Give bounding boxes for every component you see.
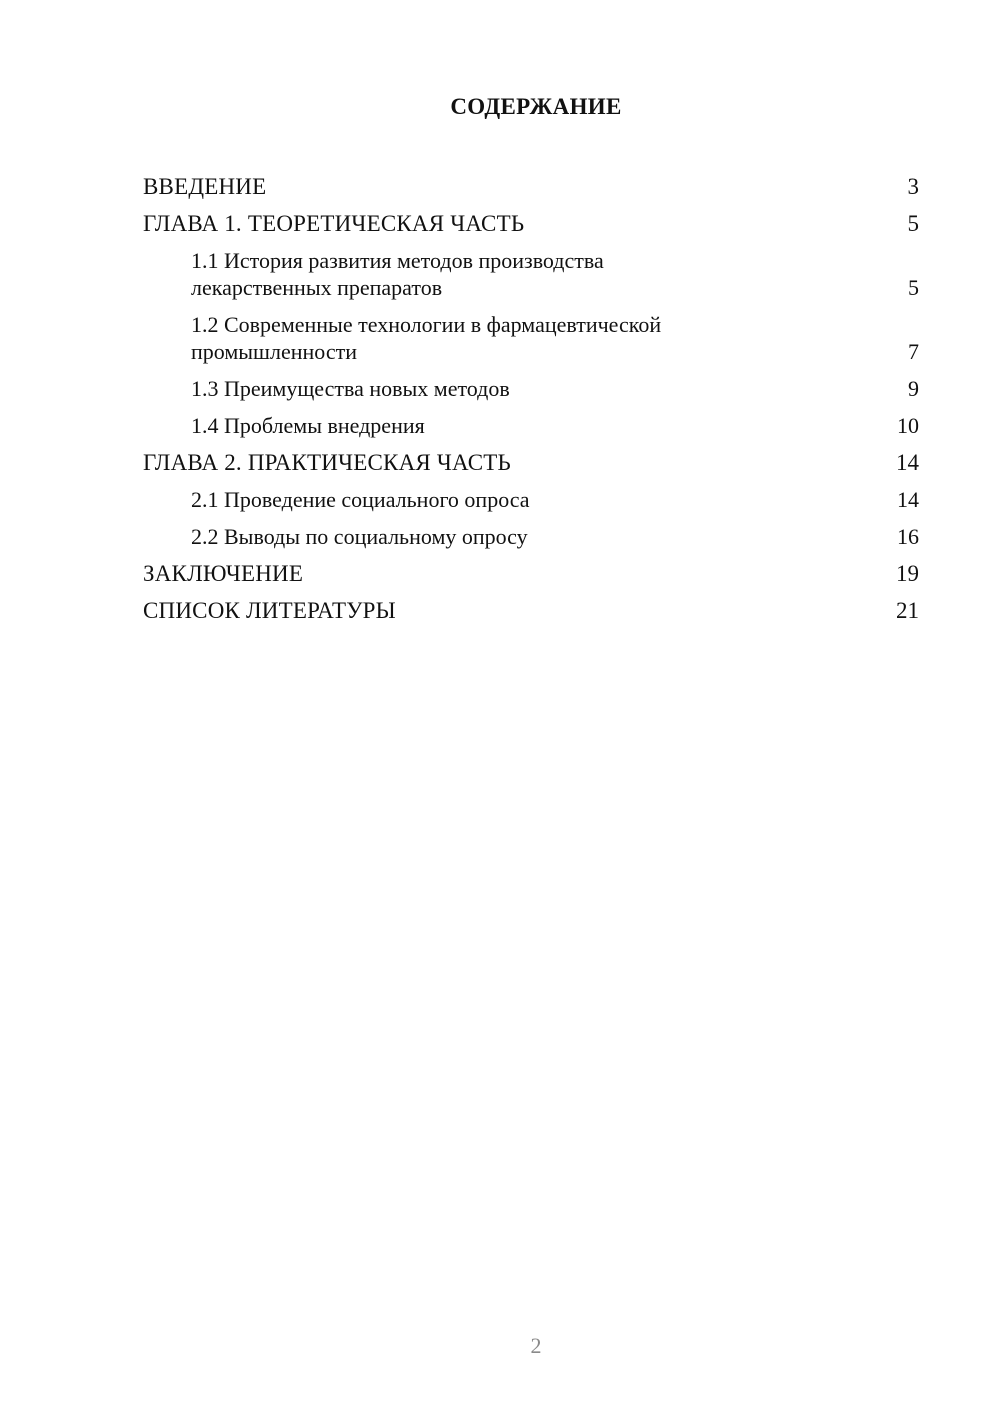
toc-entry-section-1-1[interactable]: [143, 242, 919, 306]
toc-entry-page: 14: [896, 450, 919, 475]
toc-entry-page: 16: [897, 524, 919, 549]
toc-entry-page: 5: [908, 275, 919, 300]
toc-entry-label: ЗАКЛЮЧЕНИЕ: [143, 561, 304, 586]
toc-title: СОДЕРЖАНИЕ: [450, 94, 622, 119]
toc-entry-references[interactable]: [143, 592, 919, 629]
toc-entry-label: ВВЕДЕНИЕ: [143, 174, 267, 199]
toc-entry-label-line-1: 1.2 Современные технологии в фармацевтической: [191, 312, 662, 337]
toc-entry-label-line-2: лекарственных препаратов: [191, 275, 443, 300]
toc-entry-page: 5: [907, 211, 919, 236]
toc-entry-page: 3: [907, 174, 919, 199]
table-of-contents: [143, 168, 919, 629]
toc-entry-page: 7: [908, 339, 919, 364]
toc-entry-label: [191, 311, 661, 370]
page-number: 2: [530, 1333, 542, 1358]
toc-entry-section-1-4[interactable]: [143, 407, 919, 444]
toc-entry-page: 9: [908, 376, 919, 401]
toc-entry-page: 19: [896, 561, 919, 586]
toc-entry-label: 1.4 Проблемы внедрения: [191, 413, 425, 438]
toc-entry-label: СПИСОК ЛИТЕРАТУРЫ: [143, 598, 396, 623]
toc-entry-section-1-2[interactable]: [143, 306, 919, 370]
toc-entry-chapter-1[interactable]: [143, 205, 919, 242]
toc-entry-chapter-2[interactable]: [143, 444, 919, 481]
toc-entry-page: 14: [897, 487, 919, 512]
toc-entry-introduction[interactable]: [143, 168, 919, 205]
toc-entry-conclusion[interactable]: [143, 555, 919, 592]
toc-entry-label: 1.3 Преимущества новых методов: [191, 376, 510, 401]
toc-entry-label: 2.1 Проведение социального опроса: [191, 487, 530, 512]
toc-entry-label: ГЛАВА 2. ПРАКТИЧЕСКАЯ ЧАСТЬ: [143, 450, 511, 475]
toc-entry-label-line-1: 1.1 История развития методов производства: [191, 248, 604, 273]
toc-entry-label: 2.2 Выводы по социальному опросу: [191, 524, 528, 549]
toc-entry-page: 10: [897, 413, 919, 438]
toc-entry-label: ГЛАВА 1. ТЕОРЕТИЧЕСКАЯ ЧАСТЬ: [143, 211, 525, 236]
toc-entry-page: 21: [896, 598, 919, 623]
toc-entry-section-1-3[interactable]: [143, 370, 919, 407]
toc-entry-section-2-2[interactable]: [143, 518, 919, 555]
toc-entry-label-line-2: промышленности: [191, 339, 357, 364]
toc-entry-label: [191, 247, 604, 306]
toc-entry-section-2-1[interactable]: [143, 481, 919, 518]
